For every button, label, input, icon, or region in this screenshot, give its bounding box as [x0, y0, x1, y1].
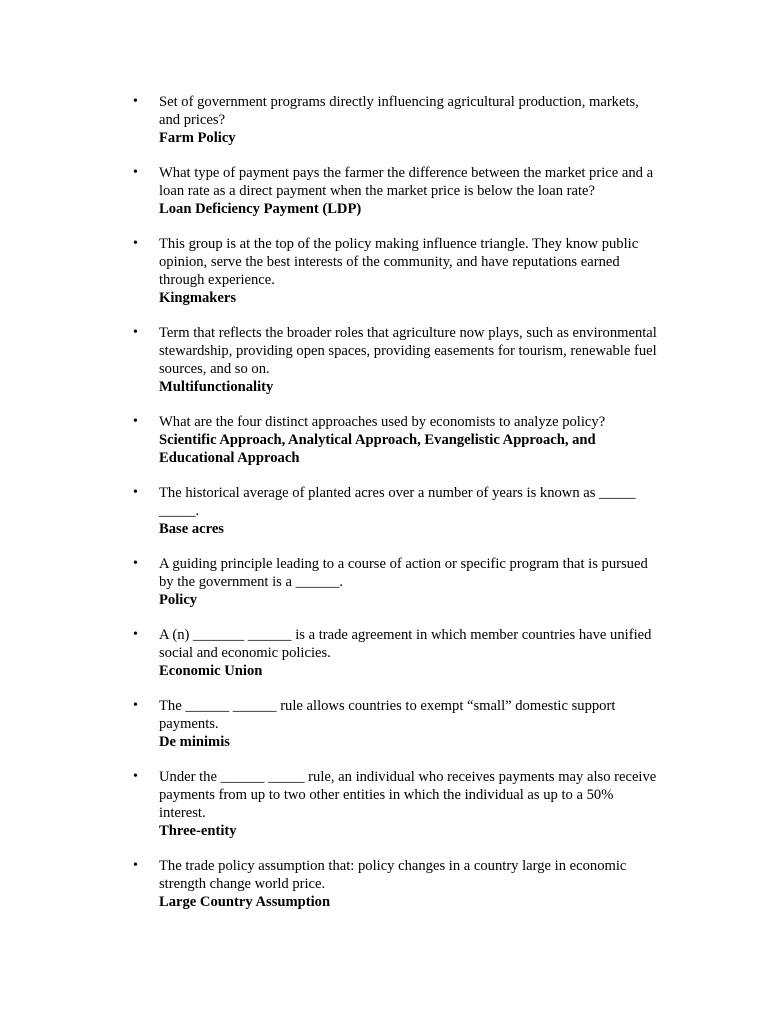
- answer-text: Base acres: [159, 521, 224, 537]
- question-text: Under the ______ _____ rule, an individual who receives payments may also receive payments from up to two other entities in which the individual as up to a 50% interest.: [159, 769, 657, 821]
- answer-text: Three-entity: [159, 823, 237, 839]
- list-item: [0, 555, 770, 609]
- bullet-icon: •: [133, 698, 138, 713]
- question-text: The ______ ______ rule allows countries to exempt “small” domestic support payments.: [159, 698, 616, 732]
- answer-text: Multifunctionality: [159, 379, 274, 395]
- list-item: [0, 413, 770, 467]
- question-text: A (n) _______ ______ is a trade agreement in which member countries have unified social and economic policies.: [159, 627, 652, 661]
- answer-text: Kingmakers: [159, 290, 237, 306]
- question-text: This group is at the top of the policy making influence triangle. They know public opinion, serve the best interests of the community, and have reputations earned through experience.: [159, 236, 639, 288]
- bullet-icon: •: [133, 556, 138, 571]
- list-item: [0, 697, 770, 751]
- list-item: [0, 93, 770, 147]
- bullet-icon: •: [133, 414, 138, 429]
- question-text: Set of government programs directly influencing agricultural production, markets, and prices?: [159, 94, 639, 128]
- answer-text: Scientific Approach, Analytical Approach, Evangelistic Approach, and Educational Approach: [159, 432, 596, 466]
- question-text: What type of payment pays the farmer the difference between the market price and a loan rate as a direct payment when the market price is below the loan rate?: [159, 165, 654, 199]
- bullet-icon: •: [133, 485, 138, 500]
- question-text: A guiding principle leading to a course of action or specific program that is pursued by the government is a ______.: [159, 556, 648, 590]
- question-text: What are the four distinct approaches used by economists to analyze policy?: [159, 414, 606, 430]
- list-item: [0, 164, 770, 218]
- list-item: [0, 324, 770, 396]
- answer-text: Economic Union: [159, 663, 263, 679]
- bullet-icon: •: [133, 858, 138, 873]
- bullet-icon: •: [133, 94, 138, 109]
- list-item: [0, 857, 770, 911]
- bullet-icon: •: [133, 325, 138, 340]
- bullet-icon: •: [133, 165, 138, 180]
- answer-text: Large Country Assumption: [159, 894, 331, 910]
- question-text: Term that reflects the broader roles that agriculture now plays, such as environmental stewardship, providing open spaces, providing easements for tourism, renewable fuel sources, and so on.: [159, 325, 657, 377]
- answer-text: Farm Policy: [159, 130, 236, 146]
- list-item: [0, 235, 770, 307]
- answer-text: Loan Deficiency Payment (LDP): [159, 201, 362, 217]
- list-item: [0, 626, 770, 680]
- bullet-icon: •: [133, 769, 138, 784]
- question-text: The historical average of planted acres over a number of years is known as _____ _____.: [159, 485, 636, 519]
- answer-text: Policy: [159, 592, 198, 608]
- bullet-icon: •: [133, 627, 138, 642]
- answer-text: De minimis: [159, 734, 230, 750]
- question-answer-list: [0, 93, 770, 928]
- list-item: [0, 484, 770, 538]
- bullet-icon: •: [133, 236, 138, 251]
- question-text: The trade policy assumption that: policy changes in a country large in economic strength change world price.: [159, 858, 627, 892]
- list-item: [0, 768, 770, 840]
